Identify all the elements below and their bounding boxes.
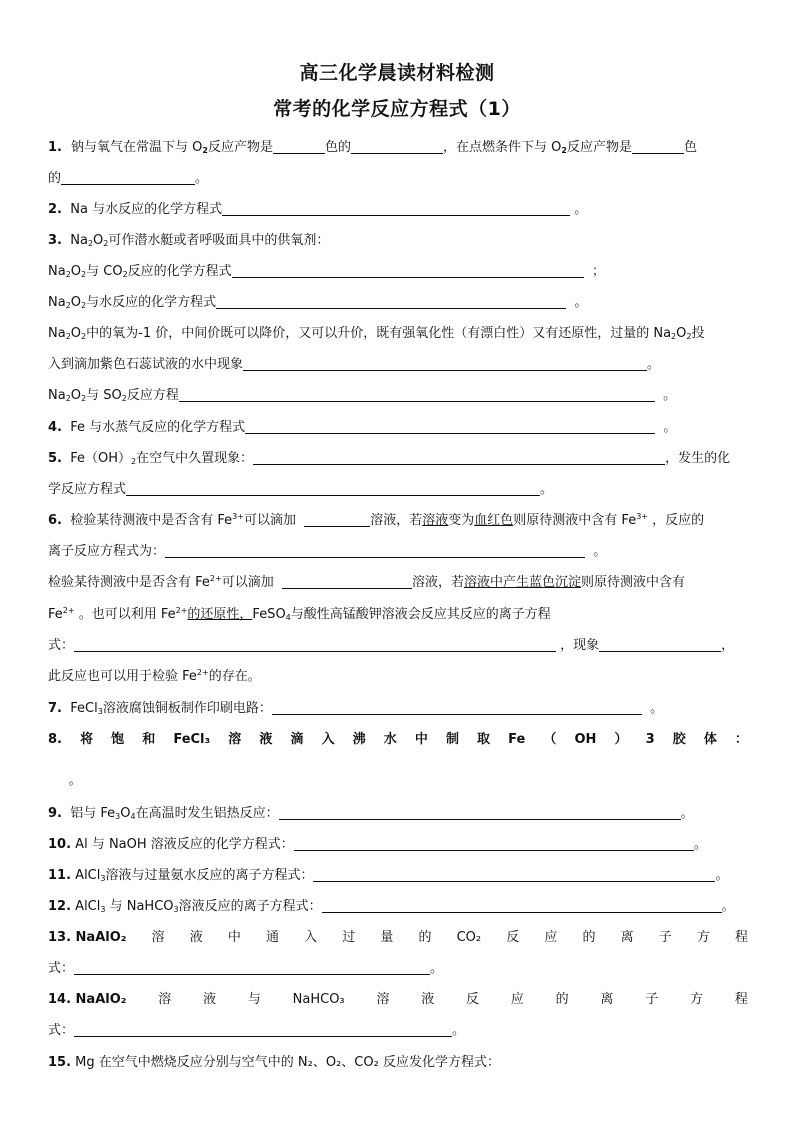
question-14-line-2: 式： 。 [48,1023,466,1038]
answer-blank[interactable] [61,170,195,185]
question-3-intro: 3. $Na_2O_2$可作潜水艇或者呼吸面具中的供氧剂： [48,233,330,248]
page-title: 高三化学晨读材料检测 [299,62,495,84]
answer-blank[interactable] [313,867,715,882]
answer-blank[interactable] [279,805,681,820]
question-3-line-2: $Na_2O_2$与水反应的化学方程式 。 [48,295,588,310]
question-3-line-5: $Na_2O_2$与 $SO_2$反应方程 。 [48,388,677,403]
question-6-line-4: $Fe^{2+}$ 。也可以利用 $Fe^{2+}$的还原性，FeSO$_4$与酸性高锰酸钾溶液会反应其反应的离子方程 [48,606,551,622]
answer-blank[interactable] [245,419,655,434]
question-10: 10. Al 与 NaOH 溶液反应的化学方程式： 。 [48,837,707,852]
question-5-line-1: 5. $Fe(OH)_2$在空气中久置现象： ，发生的化 [48,451,731,466]
answer-blank[interactable] [282,574,412,589]
question-9: 9. 铝与 $Fe_3O_4$在高温时发生铝热反应： 。 [48,806,694,821]
question-5-line-2: 学反应方程式 。 [48,482,554,497]
answer-blank[interactable] [126,481,540,496]
question-15: 15. Mg 在空气中燃烧反应分别与空气中的 N₂、O₂、CO₂ 反应发化学方程式： [48,1055,500,1070]
question-3-line-3: $Na_2O_2$中的氧为-1 价，中间价既可以降价，又可以升价，既有强氧化性（有漂白性）又有还原性，过量的 $Na_2O_2$投 [48,326,705,341]
question-6-line-1: 6. 检验某待测液中是否含有 $Fe^{3+}$可以滴加 溶液，若溶液变为血红色则原待测液中含有 $Fe^{3+}$ ，反应的 [48,512,705,528]
answer-blank[interactable] [74,637,556,652]
answer-blank[interactable] [322,898,722,913]
page-subtitle: 常考的化学反应方程式（1） [273,98,521,120]
question-6-line-6: 此反应也可以用于检验 $Fe^{2+}$的存在。 [48,668,261,684]
question-7: 7. FeCl$_3$溶液腐蚀铜板制作印刷电路： 。 [48,701,664,716]
answer-blank[interactable] [304,512,370,527]
answer-blank[interactable] [243,356,647,371]
question-4: 4. Fe 与水蒸气反应的化学方程式 。 [48,420,677,435]
question-1-line-2: 的 。 [48,171,209,186]
question-8-line-2: 。 [68,773,82,788]
answer-blank[interactable] [599,637,721,652]
question-3-line-1: $Na_2O_2$与 $CO_2$反应的化学方程式 ； [48,264,605,279]
answer-blank[interactable] [272,700,642,715]
answer-blank[interactable] [74,960,430,975]
answer-blank[interactable] [179,387,655,402]
question-11: 11. AlCl$_3$溶液与过量氨水反应的离子方程式： 。 [48,868,729,883]
question-13-line-2: 式： 。 [48,961,444,976]
answer-blank[interactable] [74,1022,452,1037]
answer-blank[interactable] [351,139,443,154]
question-2: 2. Na 与水反应的化学方程式 。 [48,202,588,217]
question-12: 12. AlCl$_3$ 与 NaHCO$_3$溶液反应的离子方程式： 。 [48,899,735,914]
answer-blank[interactable] [216,294,566,309]
question-6-line-2: 离子反应方程式为： 。 [48,544,607,559]
question-3-line-4: 入到滴加紫色石蕊试液的水中现象 。 [48,357,661,372]
answer-blank[interactable] [222,201,570,216]
question-8-line-1: 8. 将 饱 和 FeCl₃ 溶 液 滴 入 沸 水 中 制 取 Fe （ OH ） 3 胶 体 ： [48,732,748,747]
answer-blank[interactable] [165,543,585,558]
answer-blank[interactable] [294,836,694,851]
answer-blank[interactable] [273,139,325,154]
answer-blank[interactable] [232,263,584,278]
question-1-line-1: 1. 钠与氧气在常温下与 $O_2$反应产物是 色的 ，在点燃条件下与 $O_2$反应产物是 色 [48,140,698,155]
answer-blank[interactable] [253,450,665,465]
answer-blank[interactable] [632,139,684,154]
question-14-line-1: 14. NaAlO₂ 溶 液 与 NaHCO₃ 溶 液 反 应 的 离 子 方 程 [48,992,748,1007]
question-13-line-1: 13. NaAlO₂ 溶 液 中 通 入 过 量 的 CO₂ 反 应 的 离 子 方 程 [48,930,748,945]
question-6-line-3: 检验某待测液中是否含有 $Fe^{2+}$可以滴加 溶液，若溶液中产生蓝色沉淀则原待测液中含有 [48,574,686,590]
question-6-line-5: 式： ，现象 ， [48,638,735,653]
